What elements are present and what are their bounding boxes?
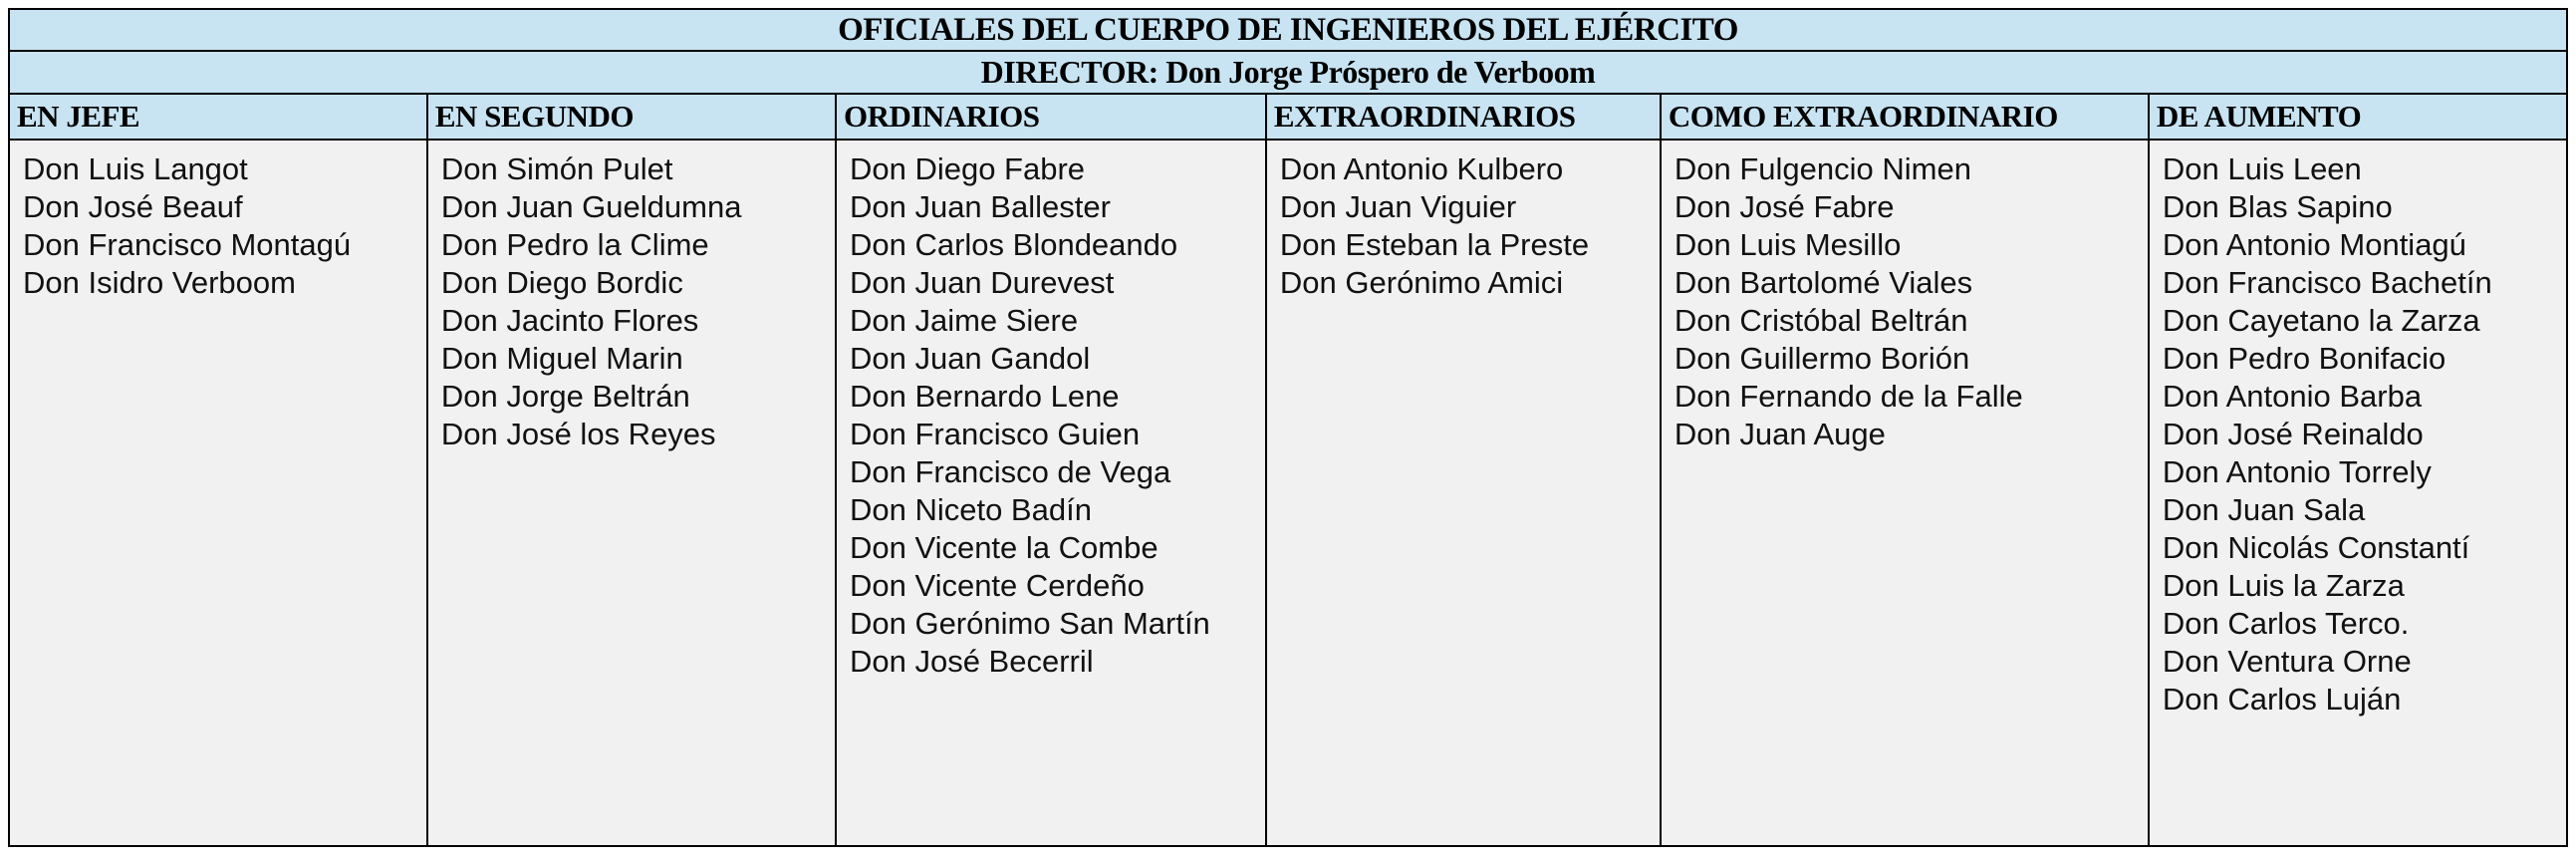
column-header-de-aumento: DE AUMENTO — [2149, 94, 2567, 140]
name-item: Don Juan Sala — [2162, 492, 2366, 527]
name-item: Don Cayetano la Zarza — [2162, 303, 2480, 338]
name-item: Don Miguel Marin — [440, 341, 683, 376]
name-item: Don Carlos Luján — [2162, 682, 2402, 717]
name-item: Don Niceto Badín — [849, 492, 1092, 527]
names-cell-ordinarios — [836, 140, 1266, 846]
name-item: Don Diego Fabre — [849, 151, 1086, 186]
name-item: Don Gerónimo San Martín — [849, 606, 1210, 641]
column-header-en-segundo: EN SEGUNDO — [427, 94, 836, 140]
name-item: Don Luis la Zarza — [2162, 568, 2405, 603]
name-item: Don Francisco Guien — [849, 417, 1141, 451]
name-item: Don José Reinaldo — [2162, 417, 2424, 451]
column-header-como-extraordinario: COMO EXTRAORDINARIO — [1661, 94, 2149, 140]
name-item: Don Simón Pulet — [440, 151, 673, 186]
names-cell-extraordinarios — [1266, 140, 1661, 846]
name-item: Don José los Reyes — [440, 417, 716, 451]
names-row — [9, 140, 2567, 846]
name-item: Don Juan Ballester — [849, 189, 1111, 224]
name-item: Don Juan Gueldumna — [440, 189, 742, 224]
name-item: Don Pedro la Clime — [440, 227, 709, 262]
name-item: Don Cristóbal Beltrán — [1674, 303, 1968, 338]
name-item: Don Carlos Terco. — [2162, 606, 2410, 641]
name-item: Don José Becerril — [849, 644, 1094, 679]
name-item: Don Blas Sapino — [2162, 189, 2393, 224]
name-item: Don Jaime Siere — [849, 303, 1079, 338]
name-item: Don Isidro Verboom — [23, 265, 296, 300]
name-item: Don Gerónimo Amici — [1279, 265, 1564, 300]
names-cell-en-jefe — [9, 140, 427, 846]
name-item: Don José Beauf — [23, 189, 243, 224]
name-item: Don Carlos Blondeando — [849, 227, 1178, 262]
name-item: Don Juan Auge — [1674, 417, 1886, 451]
name-item: Don Antonio Montiagú — [2162, 227, 2466, 262]
name-item: Don Esteban la Preste — [1279, 227, 1590, 262]
name-item: Don Antonio Barba — [2162, 379, 2423, 414]
name-item: Don Guillermo Borión — [1674, 341, 1970, 376]
column-header-extraordinarios: EXTRAORDINARIOS — [1266, 94, 1661, 140]
name-item: Don Antonio Kulbero — [1279, 151, 1564, 186]
title-row — [9, 9, 2567, 51]
name-item: Don Pedro Bonifacio — [2162, 341, 2447, 376]
officers-roster-sheet — [8, 8, 2568, 847]
name-item: Don Bernardo Lene — [849, 379, 1120, 414]
name-item: Don Antonio Torrely — [2162, 454, 2432, 489]
name-item: Don José Fabre — [1674, 189, 1895, 224]
name-item: Don Luis Leen — [2162, 151, 2362, 186]
name-item: Don Nicolás Constantí — [2162, 530, 2470, 565]
name-item: Don Vicente la Combe — [849, 530, 1159, 565]
name-item: Don Fulgencio Nimen — [1674, 151, 1971, 186]
name-item: Don Vicente Cerdeño — [849, 568, 1145, 603]
page-title: OFICIALES DEL CUERPO DE INGENIEROS DEL EJÉRCITO — [9, 9, 2567, 51]
director-row — [9, 51, 2567, 94]
name-item: Don Bartolomé Viales — [1674, 265, 1973, 300]
name-item: Don Luis Langot — [23, 151, 248, 186]
column-header-row — [9, 94, 2567, 140]
name-item: Don Francisco Bachetín — [2162, 265, 2492, 300]
name-item: Don Diego Bordic — [440, 265, 683, 300]
director-subtitle: DIRECTOR: Don Jorge Próspero de Verboom — [9, 51, 2567, 94]
name-item: Don Luis Mesillo — [1674, 227, 1902, 262]
names-cell-como-extraordinario — [1661, 140, 2149, 846]
name-item: Don Juan Viguier — [1279, 189, 1517, 224]
names-cell-de-aumento — [2149, 140, 2567, 846]
name-item: Don Jorge Beltrán — [440, 379, 690, 414]
name-item: Don Jacinto Flores — [440, 303, 699, 338]
name-item: Don Fernando de la Falle — [1674, 379, 2023, 414]
name-item: Don Juan Durevest — [849, 265, 1115, 300]
column-header-en-jefe: EN JEFE — [9, 94, 427, 140]
name-item: Don Juan Gandol — [849, 341, 1091, 376]
column-header-ordinarios: ORDINARIOS — [836, 94, 1266, 140]
officers-roster-table — [8, 8, 2568, 847]
name-item: Don Francisco Montagú — [23, 227, 352, 262]
name-item: Don Francisco de Vega — [849, 454, 1171, 489]
name-item: Don Ventura Orne — [2162, 644, 2412, 679]
names-cell-en-segundo — [427, 140, 836, 846]
